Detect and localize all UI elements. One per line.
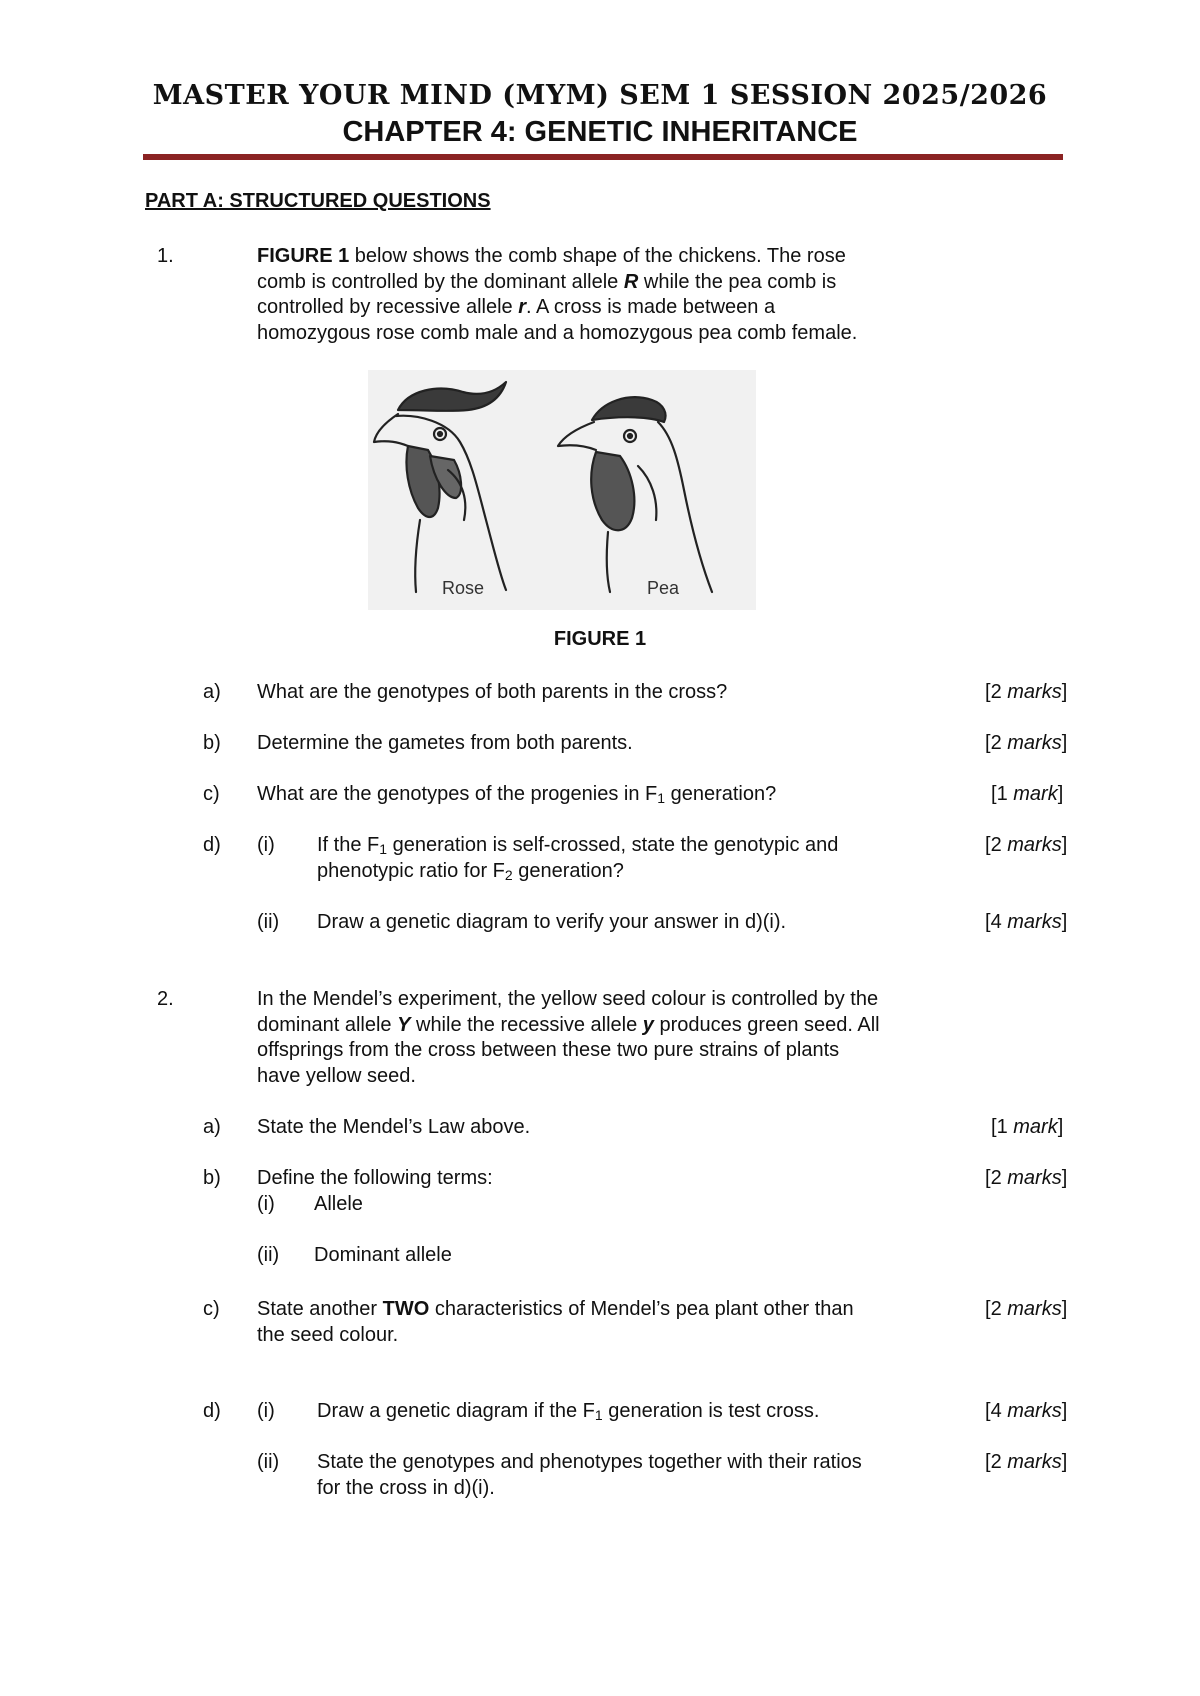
q2dii-marks: [2 marks] xyxy=(985,1451,1068,1473)
q2dii-label: (ii) xyxy=(257,1451,280,1473)
q2dii-line1: State the genotypes and phenotypes together with their ratios xyxy=(317,1451,862,1473)
q1a-marks: [2 marks] xyxy=(985,681,1068,703)
header-title: MASTER YOUR MIND (MYM) SEM 1 SESSION 2025/2026 xyxy=(152,80,1048,111)
q2d-label: d) xyxy=(203,1400,221,1422)
q2a-label: a) xyxy=(203,1116,221,1138)
q2bii-label: (ii) xyxy=(257,1244,280,1266)
q2c-label: c) xyxy=(203,1298,220,1320)
q2dii-line2: for the cross in d)(i). xyxy=(317,1476,495,1499)
q2a-text: State the Mendel’s Law above. xyxy=(257,1116,531,1138)
allele-symbol: r xyxy=(518,296,527,318)
q1-intro-line1 xyxy=(257,244,846,270)
q1b-text: Determine the gametes from both parents. xyxy=(257,732,633,754)
q2b-text: Define the following terms: xyxy=(257,1167,493,1189)
q1d-label: d) xyxy=(203,834,221,856)
allele-symbol: Y xyxy=(397,1013,411,1036)
q1dii-marks: [4 marks] xyxy=(985,911,1068,933)
q1c-marks: [1 mark] xyxy=(991,783,1064,805)
q1a-text: What are the genotypes of both parents in the cross? xyxy=(257,681,728,703)
q2-intro-line3: offsprings from the cross between these two pure strains of plants xyxy=(257,1039,840,1061)
pea-chicken-drawing xyxy=(558,397,712,592)
q2-intro-line2: dominant allele Y while the recessive allele y produces green seed. All xyxy=(257,1013,880,1036)
q2b-label: b) xyxy=(203,1167,221,1189)
q2-number: 2. xyxy=(157,988,174,1010)
pea-label: Pea xyxy=(646,578,680,598)
header-divider xyxy=(143,154,1063,160)
q1b-marks: [2 marks] xyxy=(985,732,1068,754)
chapter-title: CHAPTER 4: GENETIC INHERITANCE xyxy=(342,116,858,148)
chicken-comb-figure xyxy=(368,370,756,610)
figure-caption: FIGURE 1 xyxy=(553,628,647,650)
q2di-text: Draw a genetic diagram if the $F_1$ generation is test cross. xyxy=(317,1400,820,1423)
part-title: PART A: STRUCTURED QUESTIONS xyxy=(145,190,491,212)
chicken-illustration xyxy=(368,370,756,610)
q1-intro-text: controlled by recessive allele xyxy=(257,296,519,318)
q2bii-text: Dominant allele xyxy=(314,1244,452,1266)
q2c-line1: State another TWO characteristics of Mendel’s pea plant other than xyxy=(257,1298,854,1320)
q1-intro-line3 xyxy=(257,295,775,321)
figure-ref: FIGURE 1 xyxy=(257,245,350,267)
q2di-label: (i) xyxy=(257,1400,275,1422)
q2di-marks: [4 marks] xyxy=(985,1400,1068,1422)
q1b-label: b) xyxy=(203,732,221,754)
q2-intro-line4: have yellow seed. xyxy=(257,1064,416,1087)
q1-intro-line4: homozygous rose comb male and a homozygous pea comb female. xyxy=(257,321,858,344)
q1-intro-text: comb is controlled by the dominant allele xyxy=(257,270,624,293)
q1-intro-text: below shows the comb shape of the chickens. The rose xyxy=(349,245,846,267)
q1-intro-line2 xyxy=(257,270,836,296)
rose-label: Rose xyxy=(441,578,485,598)
q1c-text: What are the genotypes of the progenies in $F_1$ generation? xyxy=(257,783,777,806)
q1a-label: a) xyxy=(203,681,221,703)
q2bi-label: (i) xyxy=(257,1192,275,1215)
q1di-line2: phenotypic ratio for $F_2$ generation? xyxy=(317,859,624,883)
q2bi-text: Allele xyxy=(314,1192,363,1215)
q1di-label: (i) xyxy=(257,834,275,856)
rose-chicken-drawing xyxy=(374,382,506,592)
q1-intro-text: . A cross is made between a xyxy=(526,296,776,318)
q1c-label: c) xyxy=(203,783,220,805)
q2c-line2: the seed colour. xyxy=(257,1323,399,1346)
allele-symbol: R xyxy=(623,270,639,293)
q1di-line1: If the $F_1$ generation is self-crossed, state the genotypic and xyxy=(317,834,839,857)
q1-intro-text: while the pea comb is xyxy=(638,270,837,293)
allele-symbol: y xyxy=(642,1013,654,1036)
q2c-marks: [2 marks] xyxy=(985,1298,1068,1320)
q1-number: 1. xyxy=(157,245,174,267)
q2-intro-line1: In the Mendel’s experiment, the yellow seed colour is controlled by the xyxy=(257,988,879,1010)
q1di-marks: [2 marks] xyxy=(985,834,1068,856)
q2b-marks: [2 marks] xyxy=(985,1167,1068,1189)
q2a-marks: [1 mark] xyxy=(991,1116,1064,1138)
q1dii-label: (ii) xyxy=(257,911,280,933)
q1dii-text: Draw a genetic diagram to verify your answer in d)(i). xyxy=(317,911,787,933)
